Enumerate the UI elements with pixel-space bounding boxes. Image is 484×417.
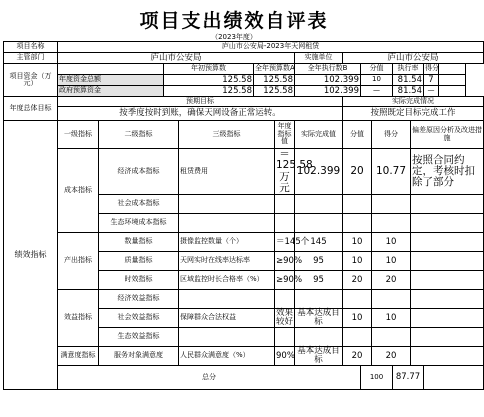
dept-label: 主管部门 — [4, 53, 58, 64]
cost-eco-env-reason — [411, 214, 484, 233]
fund-row-gov-score: — — [424, 86, 439, 97]
level1-benefit: 效益指标 — [58, 290, 99, 347]
page-subtitle: （2023年度） — [211, 33, 257, 41]
benefit-economic-level3 — [179, 290, 275, 309]
goal-actual-header: 实际完成情况 — [343, 97, 484, 107]
output-quantity-weight: 10 — [343, 233, 372, 252]
funds-label: 项目资金（万元） — [4, 64, 58, 97]
goal-expected-header: 预期目标 — [58, 97, 343, 107]
benefit-eco-target — [275, 328, 295, 347]
benefit-social-target: 效果较好 — [276, 308, 294, 327]
cost-eco-env-level2: 生态环境成本指标 — [99, 214, 179, 233]
level1-satisfaction: 满意度指标 — [58, 347, 99, 366]
indicators-section-label: 绩效指标 — [4, 121, 58, 390]
benefit-economic-weight — [343, 290, 372, 309]
output-quantity-level2: 数量指标 — [99, 233, 179, 252]
dept-value: 庐山市公安局 — [58, 53, 295, 64]
cost-economic-target: ＝125.58万元 — [276, 148, 313, 194]
level1-output: 产出指标 — [58, 233, 99, 290]
level1-cost: 成本指标 — [58, 149, 99, 233]
funds-header-initial: 年初预算数 — [164, 64, 254, 75]
funds-header-full-budget: 全年预算数A — [254, 64, 295, 75]
output-quality-weight: 10 — [343, 252, 372, 271]
output-quantity-reason — [411, 233, 484, 252]
page-title: 项目支出绩效自评表 — [139, 10, 329, 32]
cost-eco-env-score — [372, 214, 411, 233]
cost-eco-env-actual — [295, 214, 343, 233]
cost-economic-weight: 20 — [343, 149, 372, 195]
cost-economic-score: 10.77 — [372, 149, 411, 195]
benefit-economic-target — [275, 290, 295, 309]
output-timeliness-level2: 时效指标 — [99, 271, 179, 290]
cost-eco-env-weight — [343, 214, 372, 233]
output-quality-actual: 95 — [295, 252, 343, 271]
benefit-eco-level2: 生态效益指标 — [99, 328, 179, 347]
benefit-eco-level3 — [179, 328, 275, 347]
cost-social-level2: 社会成本指标 — [99, 195, 179, 214]
output-quality-score: 10 — [372, 252, 411, 271]
funds-header-score: 得分 — [424, 64, 439, 75]
goal-label: 年度总体目标 — [4, 97, 58, 121]
total-weight: 100 — [361, 366, 393, 390]
total-score: 87.77 — [393, 366, 424, 390]
header-target: 年度指标值 — [275, 121, 295, 149]
satisfaction-weight: 20 — [343, 347, 372, 366]
fund-row-gov-name: 政府预算资金 — [58, 86, 164, 97]
cost-social-actual — [295, 195, 343, 214]
output-quantity-score: 10 — [372, 233, 411, 252]
benefit-social-weight: 10 — [343, 309, 372, 328]
fund-row-total-name: 年度资金总额 — [58, 75, 164, 86]
header-actual: 实际完成值 — [295, 121, 343, 149]
cost-economic-level2: 经济成本指标 — [99, 149, 179, 195]
benefit-social-level3: 保障群众合法权益 — [179, 309, 275, 328]
output-timeliness-weight: 20 — [343, 271, 372, 290]
fund-row-total-score: 7 — [424, 75, 439, 86]
satisfaction-level3: 人民群众满意度（%） — [179, 347, 275, 366]
project-name-value: 庐山市公安局-2023年天网租赁 — [58, 42, 484, 53]
benefit-eco-score — [372, 328, 411, 347]
satisfaction-reason — [411, 347, 484, 366]
benefit-eco-actual — [295, 328, 343, 347]
fund-row-total-executed: 102.399 — [295, 75, 361, 86]
impl-unit-label: 实施单位 — [295, 53, 343, 64]
cost-social-reason — [411, 195, 484, 214]
header-score: 得分 — [372, 121, 411, 149]
total-label: 总分 — [58, 366, 361, 390]
benefit-eco-reason — [411, 328, 484, 347]
output-timeliness-reason — [411, 271, 484, 290]
benefit-social-actual: 基本达成目标 — [295, 309, 343, 328]
fund-row-total-weight: 10 — [361, 75, 393, 86]
cost-economic-level3: 租赁费用 — [179, 149, 275, 195]
cost-eco-env-level3 — [179, 214, 275, 233]
benefit-economic-level2: 经济效益指标 — [99, 290, 179, 309]
fund-row-gov-executed: 102.399 — [295, 86, 361, 97]
fund-row-gov-weight: — — [361, 86, 393, 97]
cost-social-score — [372, 195, 411, 214]
output-quality-level3: 天网实时在线率达标率 — [179, 252, 275, 271]
funds-header-tail — [439, 64, 466, 75]
benefit-eco-weight — [343, 328, 372, 347]
fund-row-gov-tail — [439, 86, 466, 97]
total-reason — [424, 366, 484, 390]
output-quantity-target: ＝145个 — [275, 233, 295, 252]
output-timeliness-actual: 95 — [295, 271, 343, 290]
funds-header-rate: 执行率 — [393, 64, 424, 75]
satisfaction-target: 90% — [275, 347, 295, 366]
output-quality-reason — [411, 252, 484, 271]
benefit-economic-score — [372, 290, 411, 309]
project-name-label: 项目名称 — [4, 42, 58, 53]
cost-social-target — [275, 195, 295, 214]
funds-header-executed: 全年执行数B — [295, 64, 361, 75]
output-quantity-actual: 145 — [295, 233, 343, 252]
header-level3: 三级指标 — [179, 121, 275, 149]
benefit-economic-actual — [295, 290, 343, 309]
evaluation-table — [3, 41, 484, 390]
satisfaction-score: 20 — [372, 347, 411, 366]
output-quality-target: ≥90% — [275, 252, 295, 271]
funds-header-blank — [58, 64, 164, 75]
header-level1: 一级指标 — [58, 121, 99, 149]
header-weight: 分值 — [343, 121, 372, 149]
benefit-social-score: 10 — [372, 309, 411, 328]
benefit-social-reason — [411, 309, 484, 328]
header-level2: 二级指标 — [99, 121, 179, 149]
satisfaction-actual: 基本达成目标 — [295, 347, 343, 366]
output-quality-level2: 质量指标 — [99, 252, 179, 271]
cost-eco-env-target — [275, 214, 295, 233]
goal-expected: 按季度按时到账，确保天网设备正常运转。 — [58, 107, 343, 121]
funds-header-weight: 分值 — [361, 64, 393, 75]
cost-social-weight — [343, 195, 372, 214]
fund-row-total-tail — [439, 75, 466, 86]
impl-unit-value: 庐山市公安局 — [343, 53, 484, 64]
fund-row-gov-rate: 81.54 — [393, 86, 424, 97]
goal-actual: 按照既定目标完成工作 — [343, 107, 484, 121]
cost-economic-reason: 按照合同约定，考核时扣除了部分 — [411, 149, 484, 195]
cost-social-level3 — [179, 195, 275, 214]
fund-row-gov-initial: 125.58 — [164, 86, 254, 97]
header-reason: 偏差原因分析及改进措施 — [411, 121, 484, 149]
benefit-economic-reason — [411, 290, 484, 309]
satisfaction-level2: 服务对象满意度 — [99, 347, 179, 366]
fund-row-total-rate: 81.54 — [393, 75, 424, 86]
output-timeliness-level3: 区域监控时长合格率（%） — [179, 271, 275, 290]
fund-row-total-full-budget: 125.58 — [254, 75, 295, 86]
output-timeliness-score: 20 — [372, 271, 411, 290]
benefit-social-level2: 社会效益指标 — [99, 309, 179, 328]
fund-row-gov-full-budget: 125.58 — [254, 86, 295, 97]
output-quantity-level3: 摄像监控数量（个） — [179, 233, 275, 252]
cost-economic-actual: 102.399 — [295, 149, 343, 195]
fund-row-total-initial: 125.58 — [164, 75, 254, 86]
output-timeliness-target: ≥90% — [275, 271, 295, 290]
